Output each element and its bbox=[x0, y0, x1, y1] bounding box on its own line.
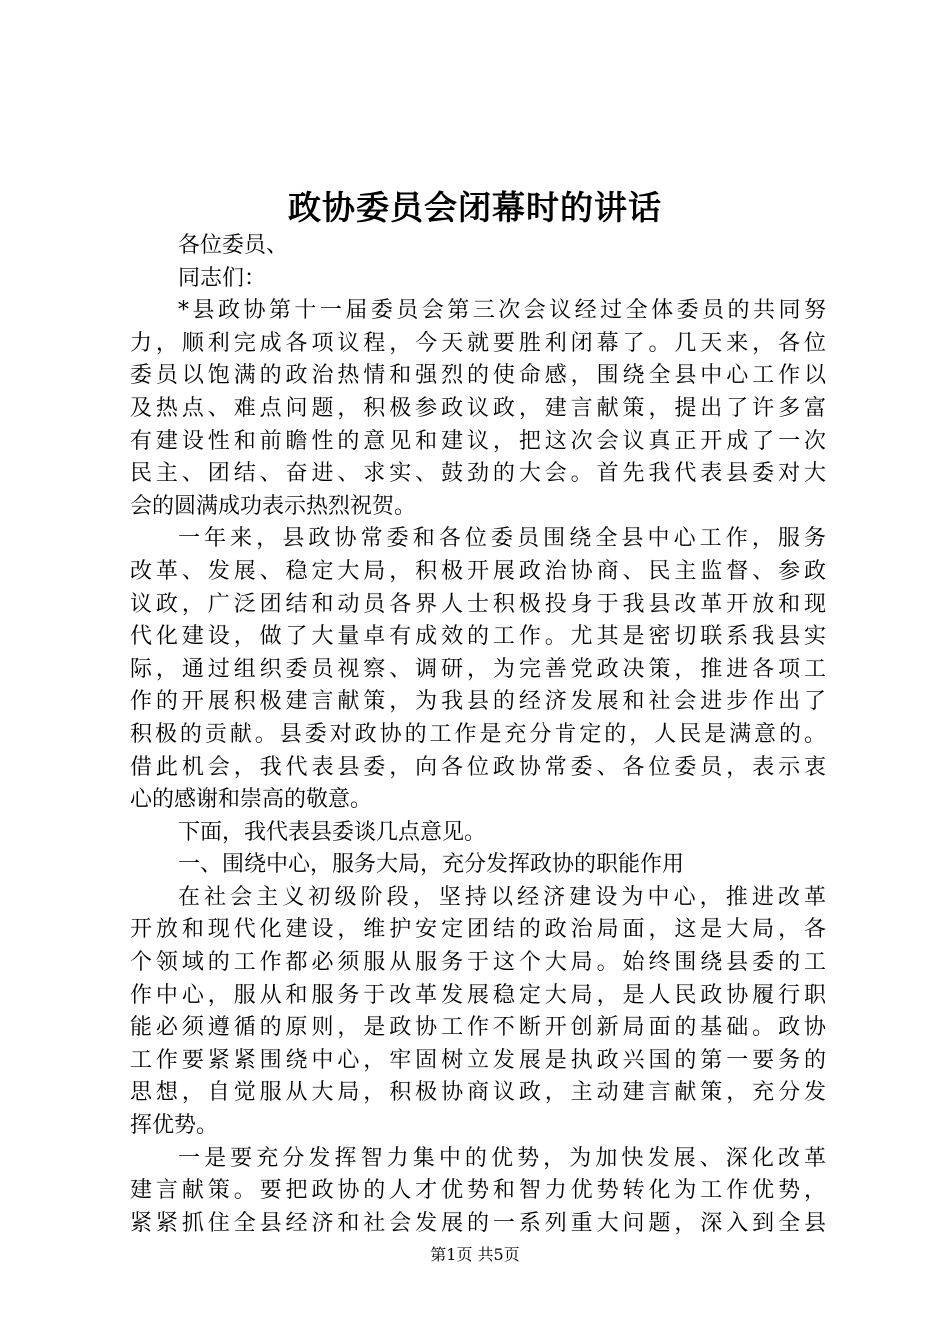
text-line: 工作要紧紧围绕中心，牢固树立发展是执政兴国的第一要务的 bbox=[130, 1047, 826, 1073]
text-line: 会的圆满成功表示热烈祝贺。 bbox=[130, 493, 417, 519]
text-line: 改革、发展、稳定大局，积极开展政治协商、民主监督、参政 bbox=[130, 558, 826, 584]
text-line: 议政，广泛团结和动员各界人士积极投身于我县改革开放和现 bbox=[130, 591, 826, 617]
text-line: 有建设性和前瞻性的意见和建议，把这次会议真正开成了一次 bbox=[130, 428, 826, 454]
text-line: 借此机会，我代表县委，向各位政协常委、各位委员，表示衷 bbox=[130, 754, 826, 780]
text-line: 挥优势。 bbox=[130, 1113, 219, 1139]
text-line: 及热点、难点问题，积极参政议政，建言献策，提出了许多富 bbox=[130, 395, 826, 421]
text-line: *县政协第十一届委员会第三次会议经过全体委员的共同努 bbox=[178, 298, 826, 324]
text-line: 际，通过组织委员视察、调研，为完善党政决策，推进各项工 bbox=[130, 656, 826, 682]
text-line: 积极的贡献。县委对政协的工作是充分肯定的，人民是满意的。 bbox=[130, 721, 826, 747]
text-line: 代化建设，做了大量卓有成效的工作。尤其是密切联系我县实 bbox=[130, 624, 826, 650]
text-line: 委员以饱满的政治热情和强烈的使命感，围绕全县中心工作以 bbox=[130, 363, 826, 389]
text-line: 各位委员、 bbox=[178, 233, 289, 258]
text-line: 一年来，县政协常委和各位委员围绕全县中心工作，服务 bbox=[178, 526, 826, 552]
text-line: 下面，我代表县委谈几点意见。 bbox=[178, 819, 487, 845]
text-line: 紧紧抓住全县经济和社会发展的一系列重大问题，深入到全县 bbox=[130, 1210, 826, 1236]
text-line: 在社会主义初级阶段，坚持以经济建设为中心，推进改革 bbox=[178, 884, 826, 910]
text-line: 一、围绕中心，服务大局，充分发挥政协的职能作用 bbox=[178, 852, 685, 878]
text-line: 一是要充分发挥智力集中的优势，为加快发展、深化改革 bbox=[178, 1145, 826, 1171]
text-line: 心的感谢和崇高的敬意。 bbox=[130, 787, 373, 813]
text-line: 作中心，服从和服务于改革发展稳定大局，是人民政协履行职 bbox=[130, 982, 826, 1008]
document-title: 政协委员会闭幕时的讲话 bbox=[288, 188, 662, 227]
text-line: 能必须遵循的原则，是政协工作不断开创新局面的基础。政协 bbox=[130, 1015, 826, 1041]
text-line: 建言献策。要把政协的人才优势和智力优势转化为工作优势， bbox=[130, 1178, 826, 1204]
text-line: 民主、团结、奋进、求实、鼓劲的大会。首先我代表县委对大 bbox=[130, 461, 826, 487]
text-line: 力，顺利完成各项议程，今天就要胜利闭幕了。几天来，各位 bbox=[130, 330, 826, 356]
text-line: 同志们： bbox=[178, 265, 267, 291]
page-footer: 第1页 共5页 bbox=[430, 1245, 520, 1264]
document-body bbox=[130, 230, 826, 1240]
text-line: 开放和现代化建设，维护安定团结的政治局面，这是大局，各 bbox=[130, 917, 826, 943]
text-line: 作的开展积极建言献策，为我县的经济发展和社会进步作出了 bbox=[130, 689, 826, 715]
text-line: 个领域的工作都必须服从服务于这个大局。始终围绕县委的工 bbox=[130, 950, 826, 976]
text-line: 思想，自觉服从大局，积极协商议政，主动建言献策，充分发 bbox=[130, 1080, 826, 1106]
